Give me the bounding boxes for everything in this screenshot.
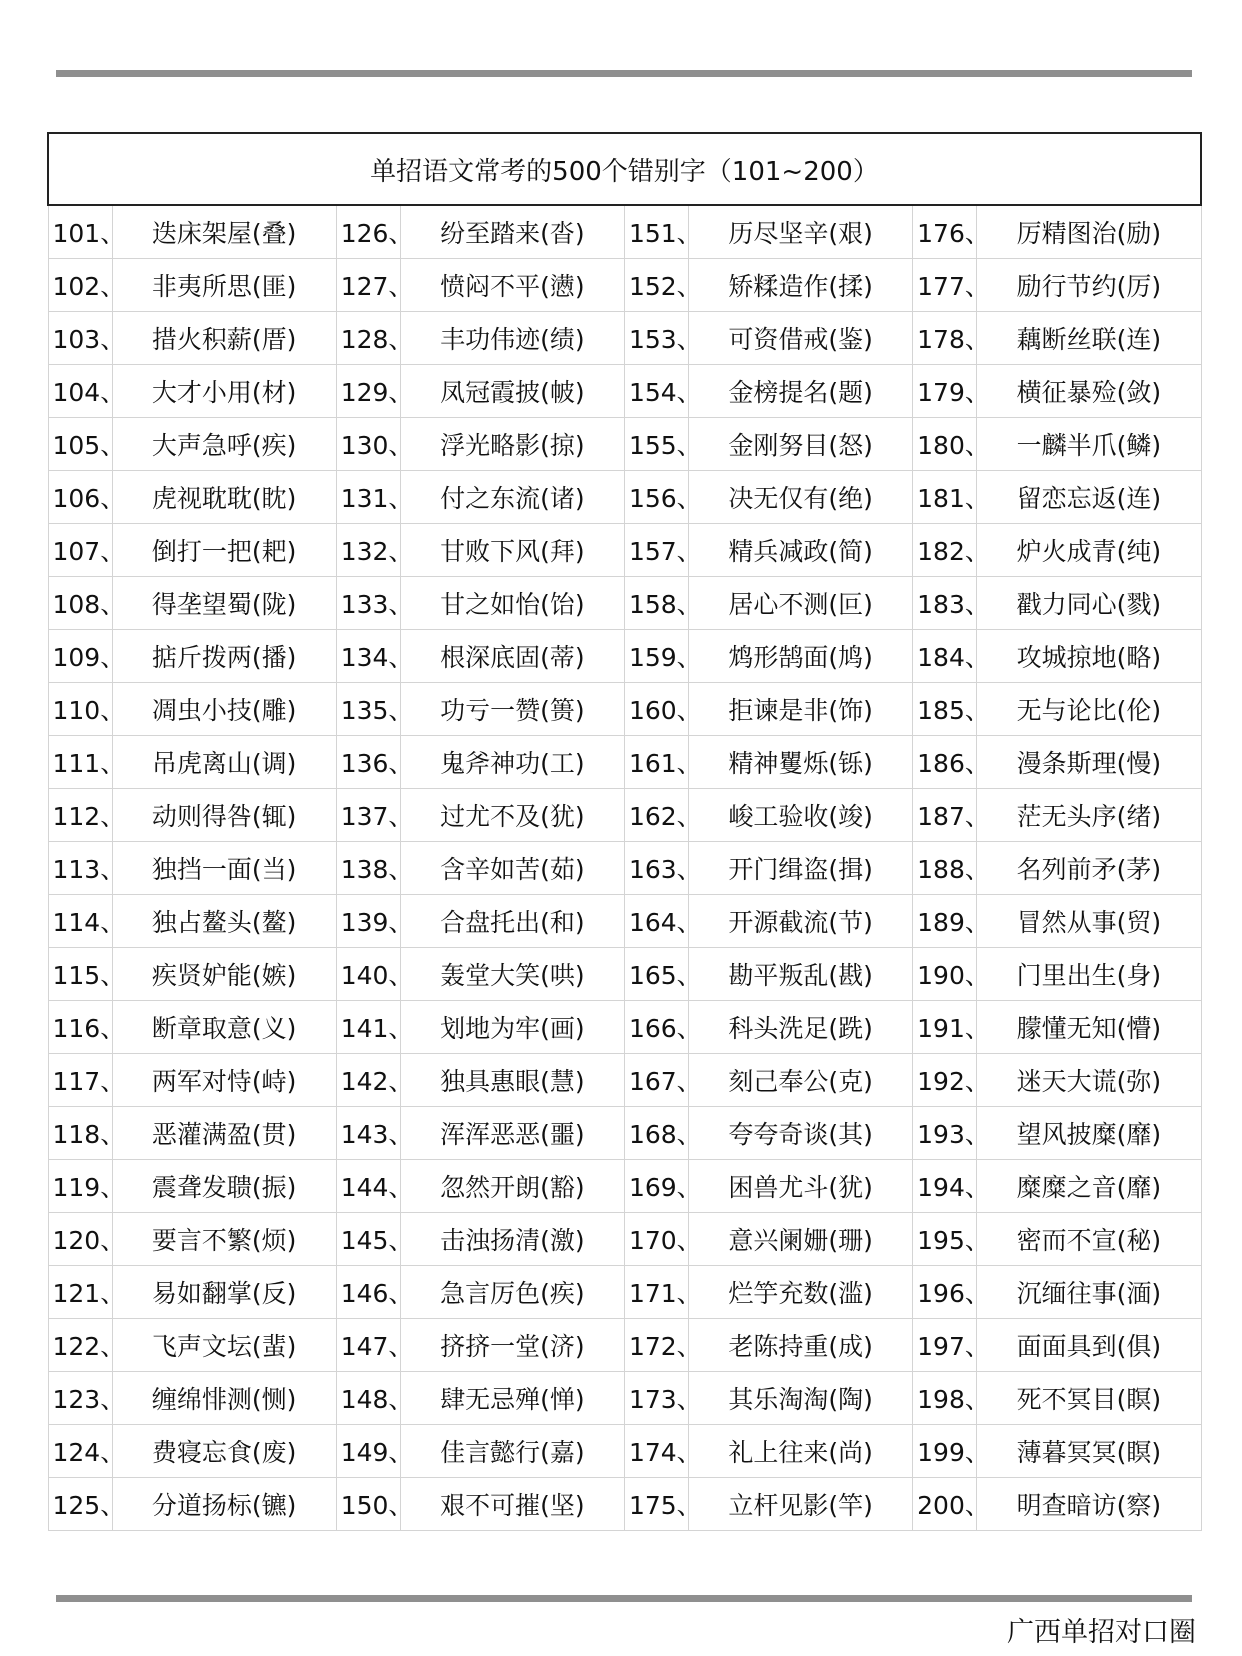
- entry-number: 113、: [48, 842, 112, 895]
- entry-number: 182、: [913, 524, 977, 577]
- entry-number: 127、: [336, 259, 400, 312]
- entry-phrase: 根深底固(蒂): [400, 630, 624, 683]
- entry-phrase: 划地为牢(画): [400, 1001, 624, 1054]
- entry-number: 108、: [48, 577, 112, 630]
- entry-number: 163、: [624, 842, 688, 895]
- table-row: [48, 842, 1201, 895]
- entry-phrase: 两军对恃(峙): [112, 1054, 336, 1107]
- entry-phrase: 大才小用(材): [112, 365, 336, 418]
- entry-number: 136、: [336, 736, 400, 789]
- entry-number: 186、: [913, 736, 977, 789]
- entry-number: 141、: [336, 1001, 400, 1054]
- entry-number: 198、: [913, 1372, 977, 1425]
- entry-phrase: 勘平叛乱(戡): [688, 948, 912, 1001]
- entry-number: 173、: [624, 1372, 688, 1425]
- entry-phrase: 峻工验收(竣): [688, 789, 912, 842]
- entry-number: 180、: [913, 418, 977, 471]
- entry-phrase: 凋虫小技(雕): [112, 683, 336, 736]
- entry-number: 147、: [336, 1319, 400, 1372]
- entry-number: 105、: [48, 418, 112, 471]
- entry-number: 122、: [48, 1319, 112, 1372]
- entry-phrase: 愤闷不平(懑): [400, 259, 624, 312]
- table-row: [48, 259, 1201, 312]
- entry-phrase: 艰不可摧(坚): [400, 1478, 624, 1531]
- entry-number: 128、: [336, 312, 400, 365]
- entry-phrase: 独占鳌头(鳌): [112, 895, 336, 948]
- entry-phrase: 得垄望蜀(陇): [112, 577, 336, 630]
- entry-number: 129、: [336, 365, 400, 418]
- entry-number: 153、: [624, 312, 688, 365]
- table-row: [48, 683, 1201, 736]
- entry-number: 196、: [913, 1266, 977, 1319]
- entry-phrase: 横征暴殓(敛): [977, 365, 1201, 418]
- table-row: [48, 524, 1201, 577]
- entry-phrase: 茫无头序(绪): [977, 789, 1201, 842]
- entry-number: 159、: [624, 630, 688, 683]
- entry-number: 102、: [48, 259, 112, 312]
- entry-number: 135、: [336, 683, 400, 736]
- entry-number: 145、: [336, 1213, 400, 1266]
- entry-number: 150、: [336, 1478, 400, 1531]
- entry-phrase: 浮光略影(掠): [400, 418, 624, 471]
- entry-number: 131、: [336, 471, 400, 524]
- entry-phrase: 疾贤妒能(嫉): [112, 948, 336, 1001]
- entry-number: 200、: [913, 1478, 977, 1531]
- table-title: 单招语文常考的500个错别字（101~200）: [48, 133, 1201, 205]
- entry-number: 144、: [336, 1160, 400, 1213]
- entry-number: 197、: [913, 1319, 977, 1372]
- entry-number: 192、: [913, 1054, 977, 1107]
- entry-phrase: 厉精图治(励): [977, 205, 1201, 259]
- table-row: [48, 789, 1201, 842]
- entry-phrase: 立杆见影(竿): [688, 1478, 912, 1531]
- entry-number: 151、: [624, 205, 688, 259]
- table-row: [48, 1266, 1201, 1319]
- entry-number: 155、: [624, 418, 688, 471]
- entry-number: 110、: [48, 683, 112, 736]
- entry-number: 184、: [913, 630, 977, 683]
- entry-phrase: 甘败下风(拜): [400, 524, 624, 577]
- entry-number: 165、: [624, 948, 688, 1001]
- entry-phrase: 冒然从事(贸): [977, 895, 1201, 948]
- entry-phrase: 朦懂无知(懵): [977, 1001, 1201, 1054]
- entry-phrase: 开门缉盗(揖): [688, 842, 912, 895]
- entry-number: 169、: [624, 1160, 688, 1213]
- entry-phrase: 刻己奉公(克): [688, 1054, 912, 1107]
- bottom-divider: [56, 1595, 1192, 1602]
- table-row: [48, 365, 1201, 418]
- entry-number: 167、: [624, 1054, 688, 1107]
- entry-number: 158、: [624, 577, 688, 630]
- entry-number: 177、: [913, 259, 977, 312]
- entry-phrase: 可资借戒(鉴): [688, 312, 912, 365]
- entry-phrase: 矫糅造作(揉): [688, 259, 912, 312]
- entry-number: 121、: [48, 1266, 112, 1319]
- entry-phrase: 金榜提名(题): [688, 365, 912, 418]
- entry-number: 134、: [336, 630, 400, 683]
- entry-number: 166、: [624, 1001, 688, 1054]
- entry-number: 195、: [913, 1213, 977, 1266]
- entry-phrase: 非夷所思(匪): [112, 259, 336, 312]
- table-row: [48, 205, 1201, 259]
- entry-number: 152、: [624, 259, 688, 312]
- entry-phrase: 望风披糜(靡): [977, 1107, 1201, 1160]
- entry-phrase: 科头洗足(跣): [688, 1001, 912, 1054]
- entry-number: 142、: [336, 1054, 400, 1107]
- entry-number: 107、: [48, 524, 112, 577]
- entry-phrase: 佳言懿行(嘉): [400, 1425, 624, 1478]
- entry-phrase: 炉火成青(纯): [977, 524, 1201, 577]
- entry-phrase: 断章取意(义): [112, 1001, 336, 1054]
- entry-phrase: 拒谏是非(饰): [688, 683, 912, 736]
- entry-phrase: 死不冥目(瞑): [977, 1372, 1201, 1425]
- entry-number: 146、: [336, 1266, 400, 1319]
- entry-number: 174、: [624, 1425, 688, 1478]
- entry-number: 126、: [336, 205, 400, 259]
- entry-number: 143、: [336, 1107, 400, 1160]
- entry-number: 154、: [624, 365, 688, 418]
- entry-phrase: 开源截流(节): [688, 895, 912, 948]
- entry-phrase: 迭床架屋(叠): [112, 205, 336, 259]
- entry-phrase: 恶灌满盈(贯): [112, 1107, 336, 1160]
- entry-number: 168、: [624, 1107, 688, 1160]
- entry-phrase: 虎视耽耽(眈): [112, 471, 336, 524]
- entry-number: 103、: [48, 312, 112, 365]
- entry-phrase: 甘之如怡(饴): [400, 577, 624, 630]
- entry-phrase: 肆无忌殚(惮): [400, 1372, 624, 1425]
- entry-phrase: 要言不繁(烦): [112, 1213, 336, 1266]
- table-row: [48, 577, 1201, 630]
- entry-number: 112、: [48, 789, 112, 842]
- entry-phrase: 措火积薪(厝): [112, 312, 336, 365]
- entry-phrase: 精神矍烁(铄): [688, 736, 912, 789]
- entry-number: 194、: [913, 1160, 977, 1213]
- entry-number: 162、: [624, 789, 688, 842]
- entry-phrase: 掂斤拨两(播): [112, 630, 336, 683]
- entry-number: 123、: [48, 1372, 112, 1425]
- typo-table: [47, 132, 1202, 1531]
- entry-phrase: 薄暮冥冥(瞑): [977, 1425, 1201, 1478]
- table-row: [48, 418, 1201, 471]
- entry-number: 104、: [48, 365, 112, 418]
- entry-number: 191、: [913, 1001, 977, 1054]
- entry-number: 179、: [913, 365, 977, 418]
- entry-number: 188、: [913, 842, 977, 895]
- entry-phrase: 藕断丝联(连): [977, 312, 1201, 365]
- entry-number: 148、: [336, 1372, 400, 1425]
- entry-phrase: 忽然开朗(豁): [400, 1160, 624, 1213]
- entry-phrase: 震聋发聩(振): [112, 1160, 336, 1213]
- entry-phrase: 功亏一赞(篑): [400, 683, 624, 736]
- table-row: [48, 1107, 1201, 1160]
- entry-number: 140、: [336, 948, 400, 1001]
- entry-number: 156、: [624, 471, 688, 524]
- entry-number: 199、: [913, 1425, 977, 1478]
- entry-number: 101、: [48, 205, 112, 259]
- table-row: [48, 1213, 1201, 1266]
- entry-phrase: 凤冠霞披(帔): [400, 365, 624, 418]
- entry-number: 138、: [336, 842, 400, 895]
- entry-phrase: 意兴阑姗(珊): [688, 1213, 912, 1266]
- entry-phrase: 费寝忘食(废): [112, 1425, 336, 1478]
- entry-number: 116、: [48, 1001, 112, 1054]
- entry-number: 139、: [336, 895, 400, 948]
- table-row: [48, 312, 1201, 365]
- entry-phrase: 夸夸奇谈(其): [688, 1107, 912, 1160]
- entry-number: 172、: [624, 1319, 688, 1372]
- entry-number: 178、: [913, 312, 977, 365]
- entry-phrase: 沉缅往事(湎): [977, 1266, 1201, 1319]
- entry-phrase: 决无仅有(绝): [688, 471, 912, 524]
- entry-phrase: 付之东流(诸): [400, 471, 624, 524]
- entry-phrase: 飞声文坛(蜚): [112, 1319, 336, 1372]
- table-row: [48, 895, 1201, 948]
- entry-number: 118、: [48, 1107, 112, 1160]
- entry-phrase: 糜糜之音(靡): [977, 1160, 1201, 1213]
- entry-phrase: 轰堂大笑(哄): [400, 948, 624, 1001]
- entry-phrase: 迷天大谎(弥): [977, 1054, 1201, 1107]
- entry-number: 124、: [48, 1425, 112, 1478]
- table-row: [48, 1319, 1201, 1372]
- entry-number: 183、: [913, 577, 977, 630]
- table-row: [48, 1160, 1201, 1213]
- entry-phrase: 漫条斯理(慢): [977, 736, 1201, 789]
- entry-number: 181、: [913, 471, 977, 524]
- entry-number: 120、: [48, 1213, 112, 1266]
- entry-phrase: 独具惠眼(慧): [400, 1054, 624, 1107]
- entry-number: 132、: [336, 524, 400, 577]
- entry-number: 111、: [48, 736, 112, 789]
- entry-number: 175、: [624, 1478, 688, 1531]
- table-row: [48, 471, 1201, 524]
- entry-phrase: 缠绵悱测(恻): [112, 1372, 336, 1425]
- entry-phrase: 浑浑恶恶(噩): [400, 1107, 624, 1160]
- entry-phrase: 励行节约(厉): [977, 259, 1201, 312]
- entry-phrase: 密而不宣(秘): [977, 1213, 1201, 1266]
- entry-phrase: 历尽坚辛(艰): [688, 205, 912, 259]
- table-row: [48, 630, 1201, 683]
- entry-phrase: 金刚努目(怒): [688, 418, 912, 471]
- entry-phrase: 过尤不及(犹): [400, 789, 624, 842]
- entry-number: 137、: [336, 789, 400, 842]
- entry-number: 189、: [913, 895, 977, 948]
- entry-number: 161、: [624, 736, 688, 789]
- entry-phrase: 戳力同心(戮): [977, 577, 1201, 630]
- entry-phrase: 纷至踏来(沓): [400, 205, 624, 259]
- entry-phrase: 面面具到(俱): [977, 1319, 1201, 1372]
- entry-phrase: 击浊扬清(激): [400, 1213, 624, 1266]
- entry-phrase: 挤挤一堂(济): [400, 1319, 624, 1372]
- entry-number: 190、: [913, 948, 977, 1001]
- entry-phrase: 鬼斧神功(工): [400, 736, 624, 789]
- entry-phrase: 烂竽充数(滥): [688, 1266, 912, 1319]
- entry-phrase: 困兽尤斗(犹): [688, 1160, 912, 1213]
- entry-phrase: 留恋忘返(连): [977, 471, 1201, 524]
- entry-phrase: 易如翻掌(反): [112, 1266, 336, 1319]
- entry-phrase: 明查暗访(察): [977, 1478, 1201, 1531]
- table-row: [48, 1054, 1201, 1107]
- table-row: [48, 1478, 1201, 1531]
- table-title-row: [48, 133, 1201, 205]
- entry-number: 187、: [913, 789, 977, 842]
- entry-phrase: 合盘托出(和): [400, 895, 624, 948]
- entry-number: 185、: [913, 683, 977, 736]
- entry-phrase: 无与论比(伦): [977, 683, 1201, 736]
- entry-phrase: 一麟半爪(鳞): [977, 418, 1201, 471]
- entry-number: 149、: [336, 1425, 400, 1478]
- entry-number: 176、: [913, 205, 977, 259]
- entry-number: 171、: [624, 1266, 688, 1319]
- entry-phrase: 名列前矛(茅): [977, 842, 1201, 895]
- entry-number: 119、: [48, 1160, 112, 1213]
- entry-phrase: 鸩形鹄面(鸠): [688, 630, 912, 683]
- entry-phrase: 分道扬标(镳): [112, 1478, 336, 1531]
- table-row: [48, 1425, 1201, 1478]
- entry-phrase: 攻城掠地(略): [977, 630, 1201, 683]
- entry-number: 117、: [48, 1054, 112, 1107]
- entry-phrase: 居心不测(叵): [688, 577, 912, 630]
- entry-phrase: 急言厉色(疾): [400, 1266, 624, 1319]
- entry-number: 114、: [48, 895, 112, 948]
- entry-phrase: 大声急呼(疾): [112, 418, 336, 471]
- entry-phrase: 礼上往来(尚): [688, 1425, 912, 1478]
- entry-number: 164、: [624, 895, 688, 948]
- entry-number: 106、: [48, 471, 112, 524]
- entry-phrase: 老陈持重(成): [688, 1319, 912, 1372]
- entry-phrase: 其乐淘淘(陶): [688, 1372, 912, 1425]
- entry-number: 125、: [48, 1478, 112, 1531]
- entry-phrase: 吊虎离山(调): [112, 736, 336, 789]
- entry-number: 115、: [48, 948, 112, 1001]
- footer-watermark-text: 广西单招对口圈: [1007, 1617, 1196, 1648]
- entry-number: 170、: [624, 1213, 688, 1266]
- table-row: [48, 1001, 1201, 1054]
- entry-number: 193、: [913, 1107, 977, 1160]
- entry-phrase: 动则得咎(辄): [112, 789, 336, 842]
- entry-phrase: 丰功伟迹(绩): [400, 312, 624, 365]
- table-row: [48, 736, 1201, 789]
- top-divider: [56, 70, 1192, 77]
- entry-number: 109、: [48, 630, 112, 683]
- entry-phrase: 门里出生(身): [977, 948, 1201, 1001]
- table-row: [48, 1372, 1201, 1425]
- table-row: [48, 948, 1201, 1001]
- entry-number: 157、: [624, 524, 688, 577]
- entry-phrase: 含辛如苦(茹): [400, 842, 624, 895]
- entry-phrase: 精兵减政(简): [688, 524, 912, 577]
- entry-number: 133、: [336, 577, 400, 630]
- entry-number: 130、: [336, 418, 400, 471]
- entry-phrase: 倒打一把(耙): [112, 524, 336, 577]
- entry-phrase: 独挡一面(当): [112, 842, 336, 895]
- entry-number: 160、: [624, 683, 688, 736]
